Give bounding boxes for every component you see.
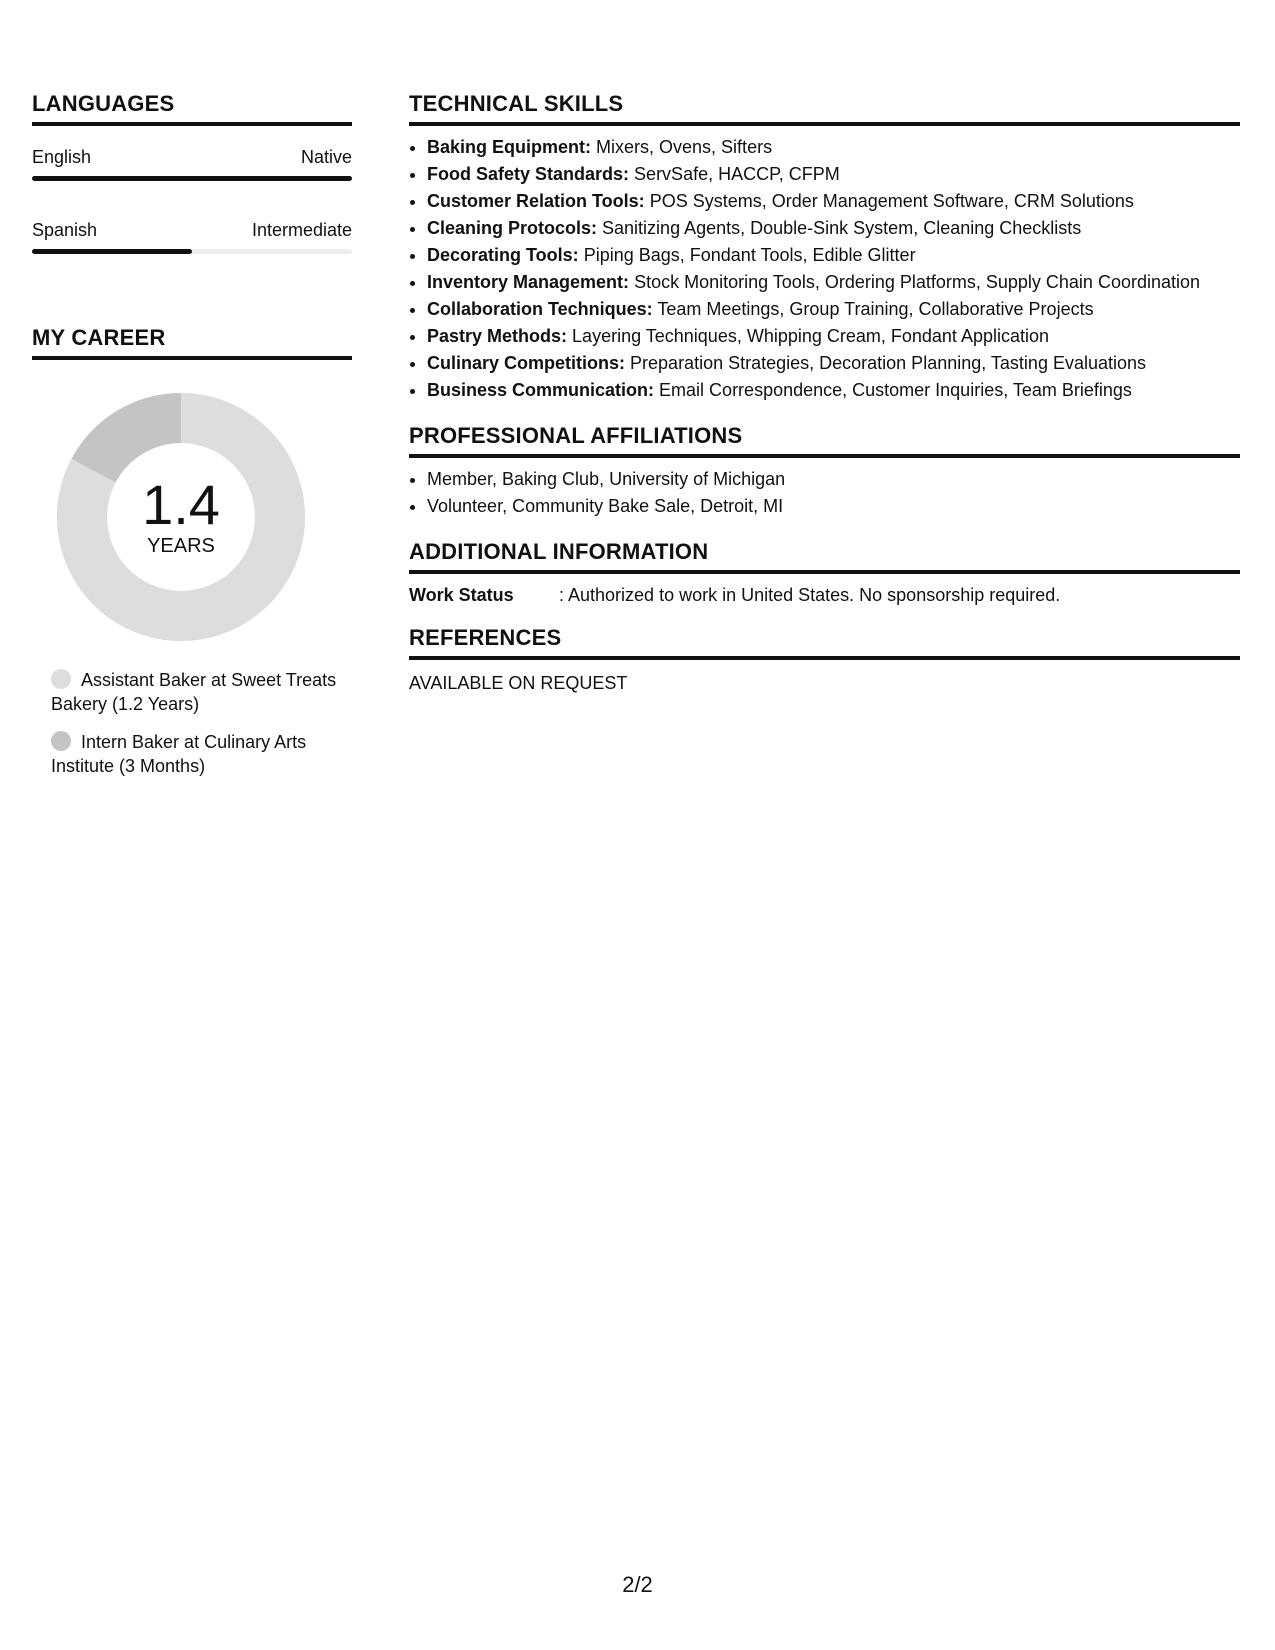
skill-value: Team Meetings, Group Training, Collaborative Projects	[657, 299, 1094, 319]
skill-item	[427, 161, 1240, 188]
legend-item	[51, 668, 341, 716]
skill-item	[427, 377, 1240, 404]
language-row	[32, 146, 352, 181]
languages-heading: LANGUAGES	[32, 90, 352, 126]
left-column	[32, 90, 352, 792]
skill-item	[427, 215, 1240, 242]
skills-list	[409, 134, 1240, 404]
skill-name: Cleaning Protocols:	[427, 218, 598, 238]
language-level: Native	[300, 147, 352, 167]
skill-name: Inventory Management:	[427, 272, 630, 292]
skill-name: Customer Relation Tools:	[427, 191, 645, 211]
additional-info-section	[409, 538, 1240, 606]
skill-value: Mixers, Ovens, Sifters	[596, 137, 773, 157]
skill-item	[427, 188, 1240, 215]
work-status-label: Work Status	[409, 585, 514, 605]
additional-info-heading: ADDITIONAL INFORMATION	[409, 538, 1240, 574]
proficiency-bar	[32, 176, 352, 181]
legend-label: Intern Baker at Culinary Arts Institute (3 Months)	[51, 732, 307, 776]
language-name: English	[32, 147, 92, 167]
skill-item	[427, 350, 1240, 377]
legend-label: Assistant Baker at Sweet Treats Bakery (1.2 Years)	[51, 670, 337, 714]
proficiency-fill	[32, 176, 352, 181]
references-heading: REFERENCES	[409, 624, 1240, 660]
right-column	[409, 90, 1240, 712]
affiliations-list	[409, 466, 1240, 520]
career-total-value: 1.4	[142, 473, 220, 536]
skill-value: ServSafe, HACCP, CFPM	[634, 164, 840, 184]
skill-item	[427, 134, 1240, 161]
proficiency-fill	[32, 249, 192, 254]
skill-item	[427, 269, 1240, 296]
skill-item	[427, 323, 1240, 350]
work-status-row	[409, 584, 1240, 606]
affiliation-item: • Member, Baking Club, University of Michigan	[427, 466, 1240, 493]
affiliations-section	[409, 422, 1240, 520]
skill-item	[427, 296, 1240, 323]
language-name: Spanish	[32, 220, 98, 240]
legend-dot	[51, 731, 71, 751]
skill-value: Piping Bags, Fondant Tools, Edible Glitter	[583, 245, 916, 265]
language-level: Intermediate	[251, 220, 352, 240]
skill-item	[427, 242, 1240, 269]
skill-value: Layering Techniques, Whipping Cream, Fondant Application	[572, 326, 1050, 346]
skill-name: Food Safety Standards:	[427, 164, 630, 184]
career-legend	[32, 668, 352, 778]
references-text: AVAILABLE ON REQUEST	[409, 673, 628, 693]
work-status-value: : Authorized to work in United States. No sponsorship required.	[559, 585, 1061, 605]
skill-name: Culinary Competitions:	[427, 353, 626, 373]
skill-name: Business Communication:	[427, 380, 655, 400]
skill-name: Pastry Methods:	[427, 326, 568, 346]
career-heading: MY CAREER	[32, 324, 352, 360]
affiliations-heading: PROFESSIONAL AFFILIATIONS	[409, 422, 1240, 458]
technical-skills-heading: TECHNICAL SKILLS	[409, 90, 1240, 126]
skill-value: Email Correspondence, Customer Inquiries, Team Briefings	[659, 380, 1132, 400]
skill-value: Preparation Strategies, Decoration Planning, Tasting Evaluations	[630, 353, 1147, 373]
legend-item	[51, 730, 341, 778]
career-donut-chart	[56, 392, 306, 642]
skill-value: POS Systems, Order Management Software, CRM Solutions	[649, 191, 1134, 211]
skill-value: Stock Monitoring Tools, Ordering Platforms, Supply Chain Coordination	[634, 272, 1201, 292]
legend-dot	[51, 669, 71, 689]
page-number: 2/2	[622, 1572, 653, 1597]
skill-value: Sanitizing Agents, Double-Sink System, Cleaning Checklists	[602, 218, 1082, 238]
technical-skills-section	[409, 90, 1240, 404]
references-section	[409, 624, 1240, 694]
skill-name: Decorating Tools:	[427, 245, 579, 265]
career-total-unit: YEARS	[147, 535, 215, 557]
skill-name: Baking Equipment:	[427, 137, 592, 157]
language-row	[32, 219, 352, 254]
proficiency-bar	[32, 249, 352, 254]
affiliation-item: • Volunteer, Community Bake Sale, Detroit, MI	[427, 493, 1240, 520]
skill-name: Collaboration Techniques:	[427, 299, 653, 319]
